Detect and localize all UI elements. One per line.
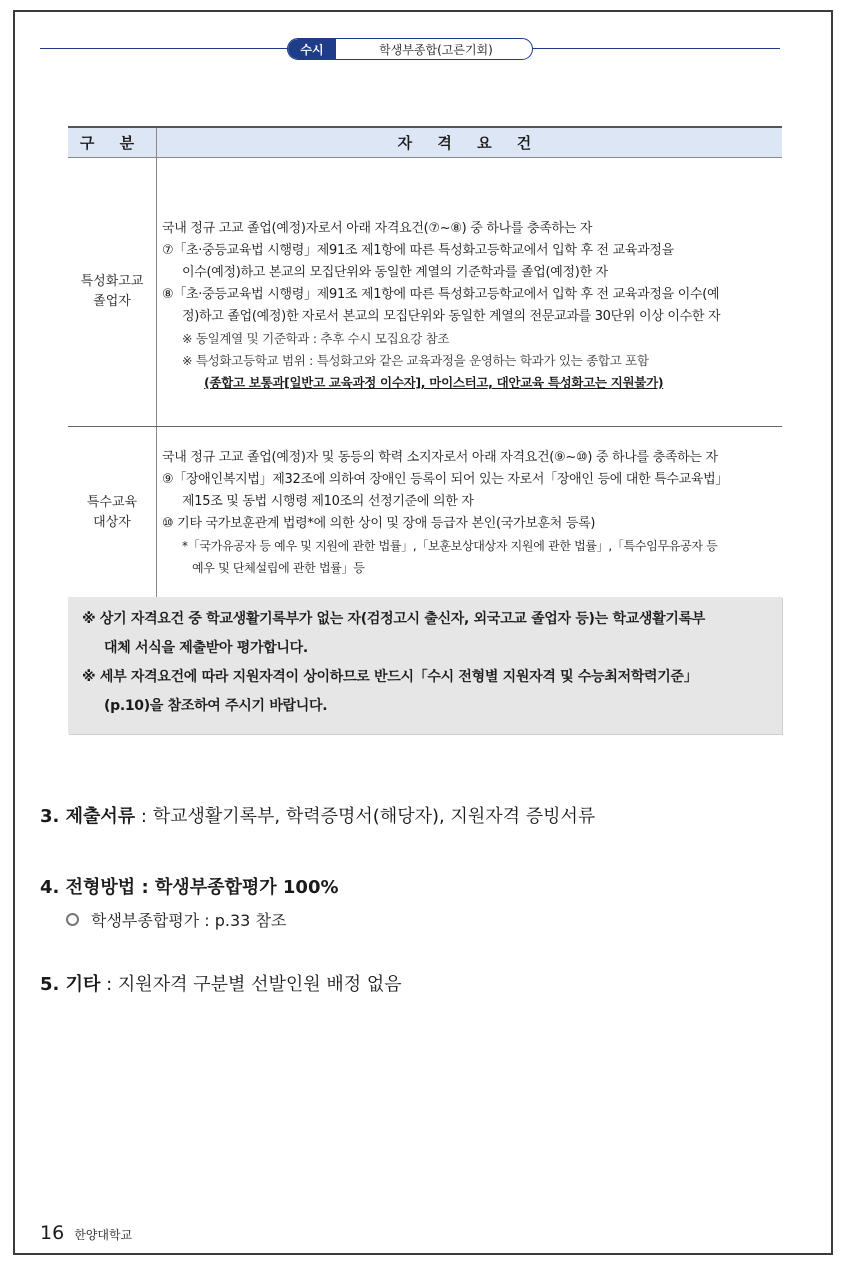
section-label: 4. 전형방법 : 학생부종합평가 100% — [40, 877, 339, 898]
eligibility-table — [68, 126, 782, 600]
section-documents — [40, 802, 595, 828]
header-rule-right — [532, 48, 780, 49]
section-etc — [40, 970, 402, 996]
requirement-line: ⑩ 기타 국가보훈관계 법령*에 의한 상이 및 장애 등급자 본인(국가보훈처 등록) — [162, 516, 596, 531]
circle-bullet-icon — [66, 913, 79, 926]
notice-box — [68, 597, 782, 734]
requirement-line: 이수(예정)하고 본교의 모집단위와 동일한 계열의 기준학과를 졸업(예정)한 자 — [182, 265, 608, 280]
requirement-line: 제15조 및 동법 시행령 제10조의 선정기준에 의한 자 — [182, 494, 474, 509]
header-tag: 수시 — [288, 39, 336, 59]
university-name: 한양대학교 — [74, 1228, 133, 1242]
table-row — [68, 427, 782, 600]
notice-line: ※ 세부 자격요건에 따라 지원자격이 상이하므로 반드시「수시 전형별 지원자격 및 수능최저학력기준」 — [82, 669, 698, 685]
table-header — [68, 126, 782, 158]
requirement-footnote: *「국가유공자 등 예우 및 지원에 관한 법률」,「보훈보상대상자 지원에 관한 법률」,「특수임무유공자 등 — [182, 539, 718, 553]
notice-line: (p.10)을 참조하여 주시기 바랍니다. — [104, 698, 328, 714]
page-footer — [40, 1222, 132, 1244]
row-category — [68, 427, 157, 599]
requirement-line: 국내 정규 고교 졸업(예정)자로서 아래 자격요건(⑦~⑧) 중 하나를 충족하는 자 — [162, 221, 593, 236]
table-row — [68, 158, 782, 427]
section-label: 3. 제출서류 — [40, 806, 136, 827]
section-method-detail — [66, 908, 286, 931]
category-line: 특수교육 — [86, 495, 138, 510]
category-line: 졸업자 — [93, 294, 131, 309]
requirement-note-underlined: (종합고 보통과[일반고 교육과정 이수자], 마이스터고, 대안교육 특성화고는 지원불가) — [204, 375, 664, 390]
column-header-category: 구 분 — [68, 128, 157, 157]
requirement-line: 국내 정규 고교 졸업(예정)자 및 동등의 학력 소지자로서 아래 자격요건(⑨~⑩) 중 하나를 충족하는 자 — [162, 450, 718, 465]
row-requirements — [157, 427, 782, 599]
requirement-note: ※ 특성화고등학교 범위 : 특성화고와 같은 교육과정을 운영하는 학과가 있는 종합고 포함 — [182, 353, 649, 368]
section-text: : 지원자격 구분별 선발인원 배정 없음 — [100, 974, 402, 995]
requirement-footnote: 예우 및 단체설립에 관한 법률」등 — [192, 561, 365, 575]
category-line: 특성화고교 — [80, 274, 144, 289]
row-category — [68, 158, 157, 426]
column-header-requirements: 자 격 요 건 — [397, 134, 542, 152]
header-badge — [287, 38, 533, 60]
category-line: 대상자 — [93, 515, 131, 530]
requirement-note: ※ 동일계열 및 기준학과 : 추후 수시 모집요강 참조 — [182, 331, 450, 346]
requirement-line: ⑨「장애인복지법」제32조에 의하여 장애인 등록이 되어 있는 자로서「장애인 등에 대한 특수교육법」 — [162, 472, 729, 487]
section-method — [40, 873, 339, 899]
notice-line: ※ 상기 자격요건 중 학교생활기록부가 없는 자(검정고시 출신자, 외국고교 졸업자 등)는 학교생활기록부 — [82, 611, 706, 627]
page-number: 16 — [40, 1222, 65, 1244]
requirement-line: ⑧「초·중등교육법 시행령」제91조 제1항에 따른 특성화고등학교에서 입학 후 전 교육과정을 이수(예 — [162, 287, 720, 302]
requirement-line: 정)하고 졸업(예정)한 자로서 본교의 모집단위와 동일한 계열의 전문교과를 30단위 이상 이수한 자 — [182, 309, 721, 324]
header-title: 학생부종합(고른기회) — [379, 42, 493, 57]
row-requirements — [157, 158, 782, 426]
requirement-note-emphasis — [162, 372, 776, 394]
notice-line: 대체 서식을 제출받아 평가합니다. — [104, 640, 308, 656]
header-rule-left — [40, 48, 288, 49]
section-label: 5. 기타 — [40, 974, 101, 995]
requirement-line: ⑦「초·중등교육법 시행령」제91조 제1항에 따른 특성화고등학교에서 입학 후 전 교육과정을 — [162, 243, 674, 258]
detail-text: 학생부종합평가 : p.33 참조 — [91, 911, 287, 930]
section-text: : 학교생활기록부, 학력증명서(해당자), 지원자격 증빙서류 — [135, 806, 596, 827]
